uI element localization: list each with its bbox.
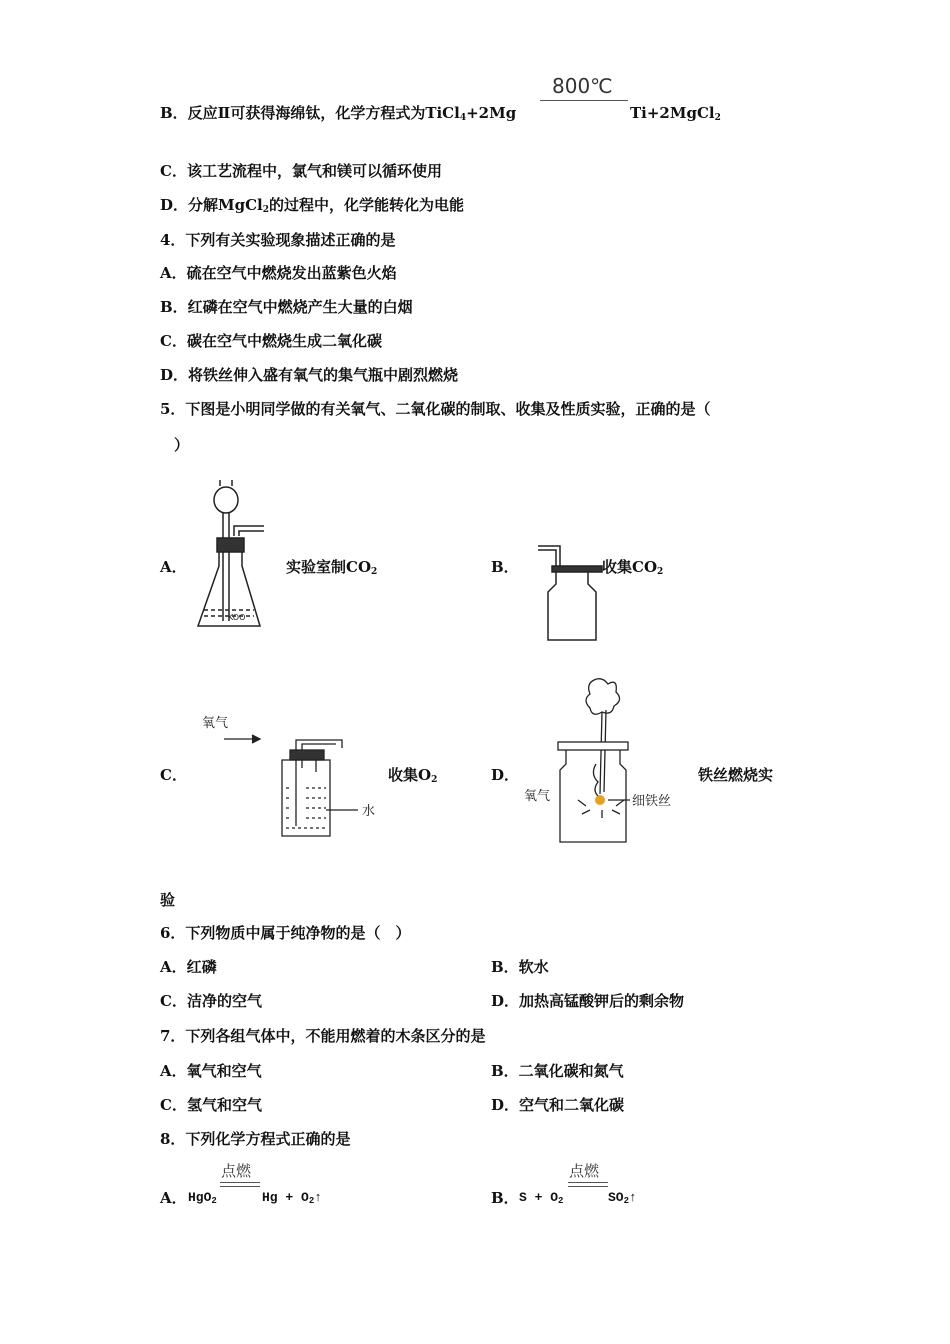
q7-option-a: A．氧气和空气 [160,1062,262,1080]
q8-a-reactant: HgO$_2$ [188,1190,217,1206]
q8-b-reactant: $S + O_2$ [519,1190,564,1206]
q8-stem: 8．下列化学方程式正确的是 [160,1130,351,1148]
q5-b-letter: B． [491,558,519,576]
q4-option-c: C．碳在空气中燃烧生成二氧化碳 [160,332,382,350]
q5-b-caption: 收集$CO_2$ [602,558,664,577]
q7-option-d: D．空气和二氧化碳 [491,1096,625,1114]
q8-b-product: $SO_2↑$ [608,1190,637,1206]
q5-d-caption: 铁丝燃烧实 [698,766,774,784]
q3-b-product: Ti+2MgCl$_2$ [630,104,721,123]
q5-a-letter: A． [160,558,187,576]
q5-c-water-label: 水 [362,804,376,819]
q5-c-caption: 收集$O_2$ [388,766,438,785]
q3-option-b: B．反应Ⅱ可获得海绵钛，化学方程式为TiCl$_4$+2Mg [160,104,517,123]
q7-stem: 7．下列各组气体中，不能用燃着的木条区分的是 [160,1027,486,1045]
q6-option-c: C．洁净的空气 [160,992,262,1010]
q8-a-letter: A． [160,1189,187,1207]
q5-stem-end: ） [174,436,190,454]
q7-option-b: B．二氧化碳和氮气 [491,1062,624,1080]
q5-a-flask-apparatus [192,478,272,630]
q4-option-b: B．红磷在空气中燃烧产生大量的白烟 [160,298,413,316]
q4-stem: 4．下列有关实验现象描述正确的是 [160,231,396,249]
q5-d-caption-end: 验 [160,891,176,909]
q8-b-equals-bottom [568,1186,608,1187]
q8-b-equals-top [568,1182,608,1183]
q5-a-caption: 实验室制$CO_2$ [286,558,378,577]
q6-stem: 6．下列物质中属于纯净物的是（ ） [160,924,411,942]
q8-b-letter: B． [491,1189,519,1207]
q8-b-condition: 点燃 [569,1162,600,1180]
q5-d-letter: D． [491,766,520,784]
q5-c-water-bottle-apparatus [196,712,396,840]
q8-a-equals-bottom [220,1186,260,1187]
q8-a-condition: 点燃 [221,1162,252,1180]
q5-d-gas-label: 氧气 [524,789,551,804]
q3-option-d: D．分解MgCl$_2$的过程中，化学能转化为电能 [160,196,465,215]
q4-option-a: A．硫在空气中燃烧发出蓝紫色火焰 [160,264,397,282]
q5-c-letter: C． [160,766,187,784]
q8-a-product: $Hg + O_2↑$ [262,1190,323,1206]
q7-option-c: C．氢气和空气 [160,1096,262,1114]
q4-option-d: D．将铁丝伸入盛有氧气的集气瓶中剧烈燃烧 [160,366,459,384]
svg-text:KOO: KOO [228,613,246,622]
q5-b-gas-bottle [534,540,604,646]
q5-stem: 5．下图是小明同学做的有关氧气、二氧化碳的制取、收集及性质实验，正确的是（ [160,400,711,418]
q6-option-d: D．加热高锰酸钾后的剩余物 [491,992,685,1010]
q3-b-condition: 800℃ [552,74,613,98]
q6-option-b: B．软水 [491,958,549,976]
q5-d-wire-label: 细铁丝 [632,794,672,809]
q3-option-c: C．该工艺流程中，氯气和镁可以循环使用 [160,162,442,180]
q3-b-equation-line [540,100,628,101]
q6-option-a: A．红磷 [160,958,217,976]
q5-d-iron-wire-combustion-apparatus [520,674,700,846]
q5-c-gas-label: 氧气 [202,716,229,731]
q8-a-equals-top [220,1182,260,1183]
